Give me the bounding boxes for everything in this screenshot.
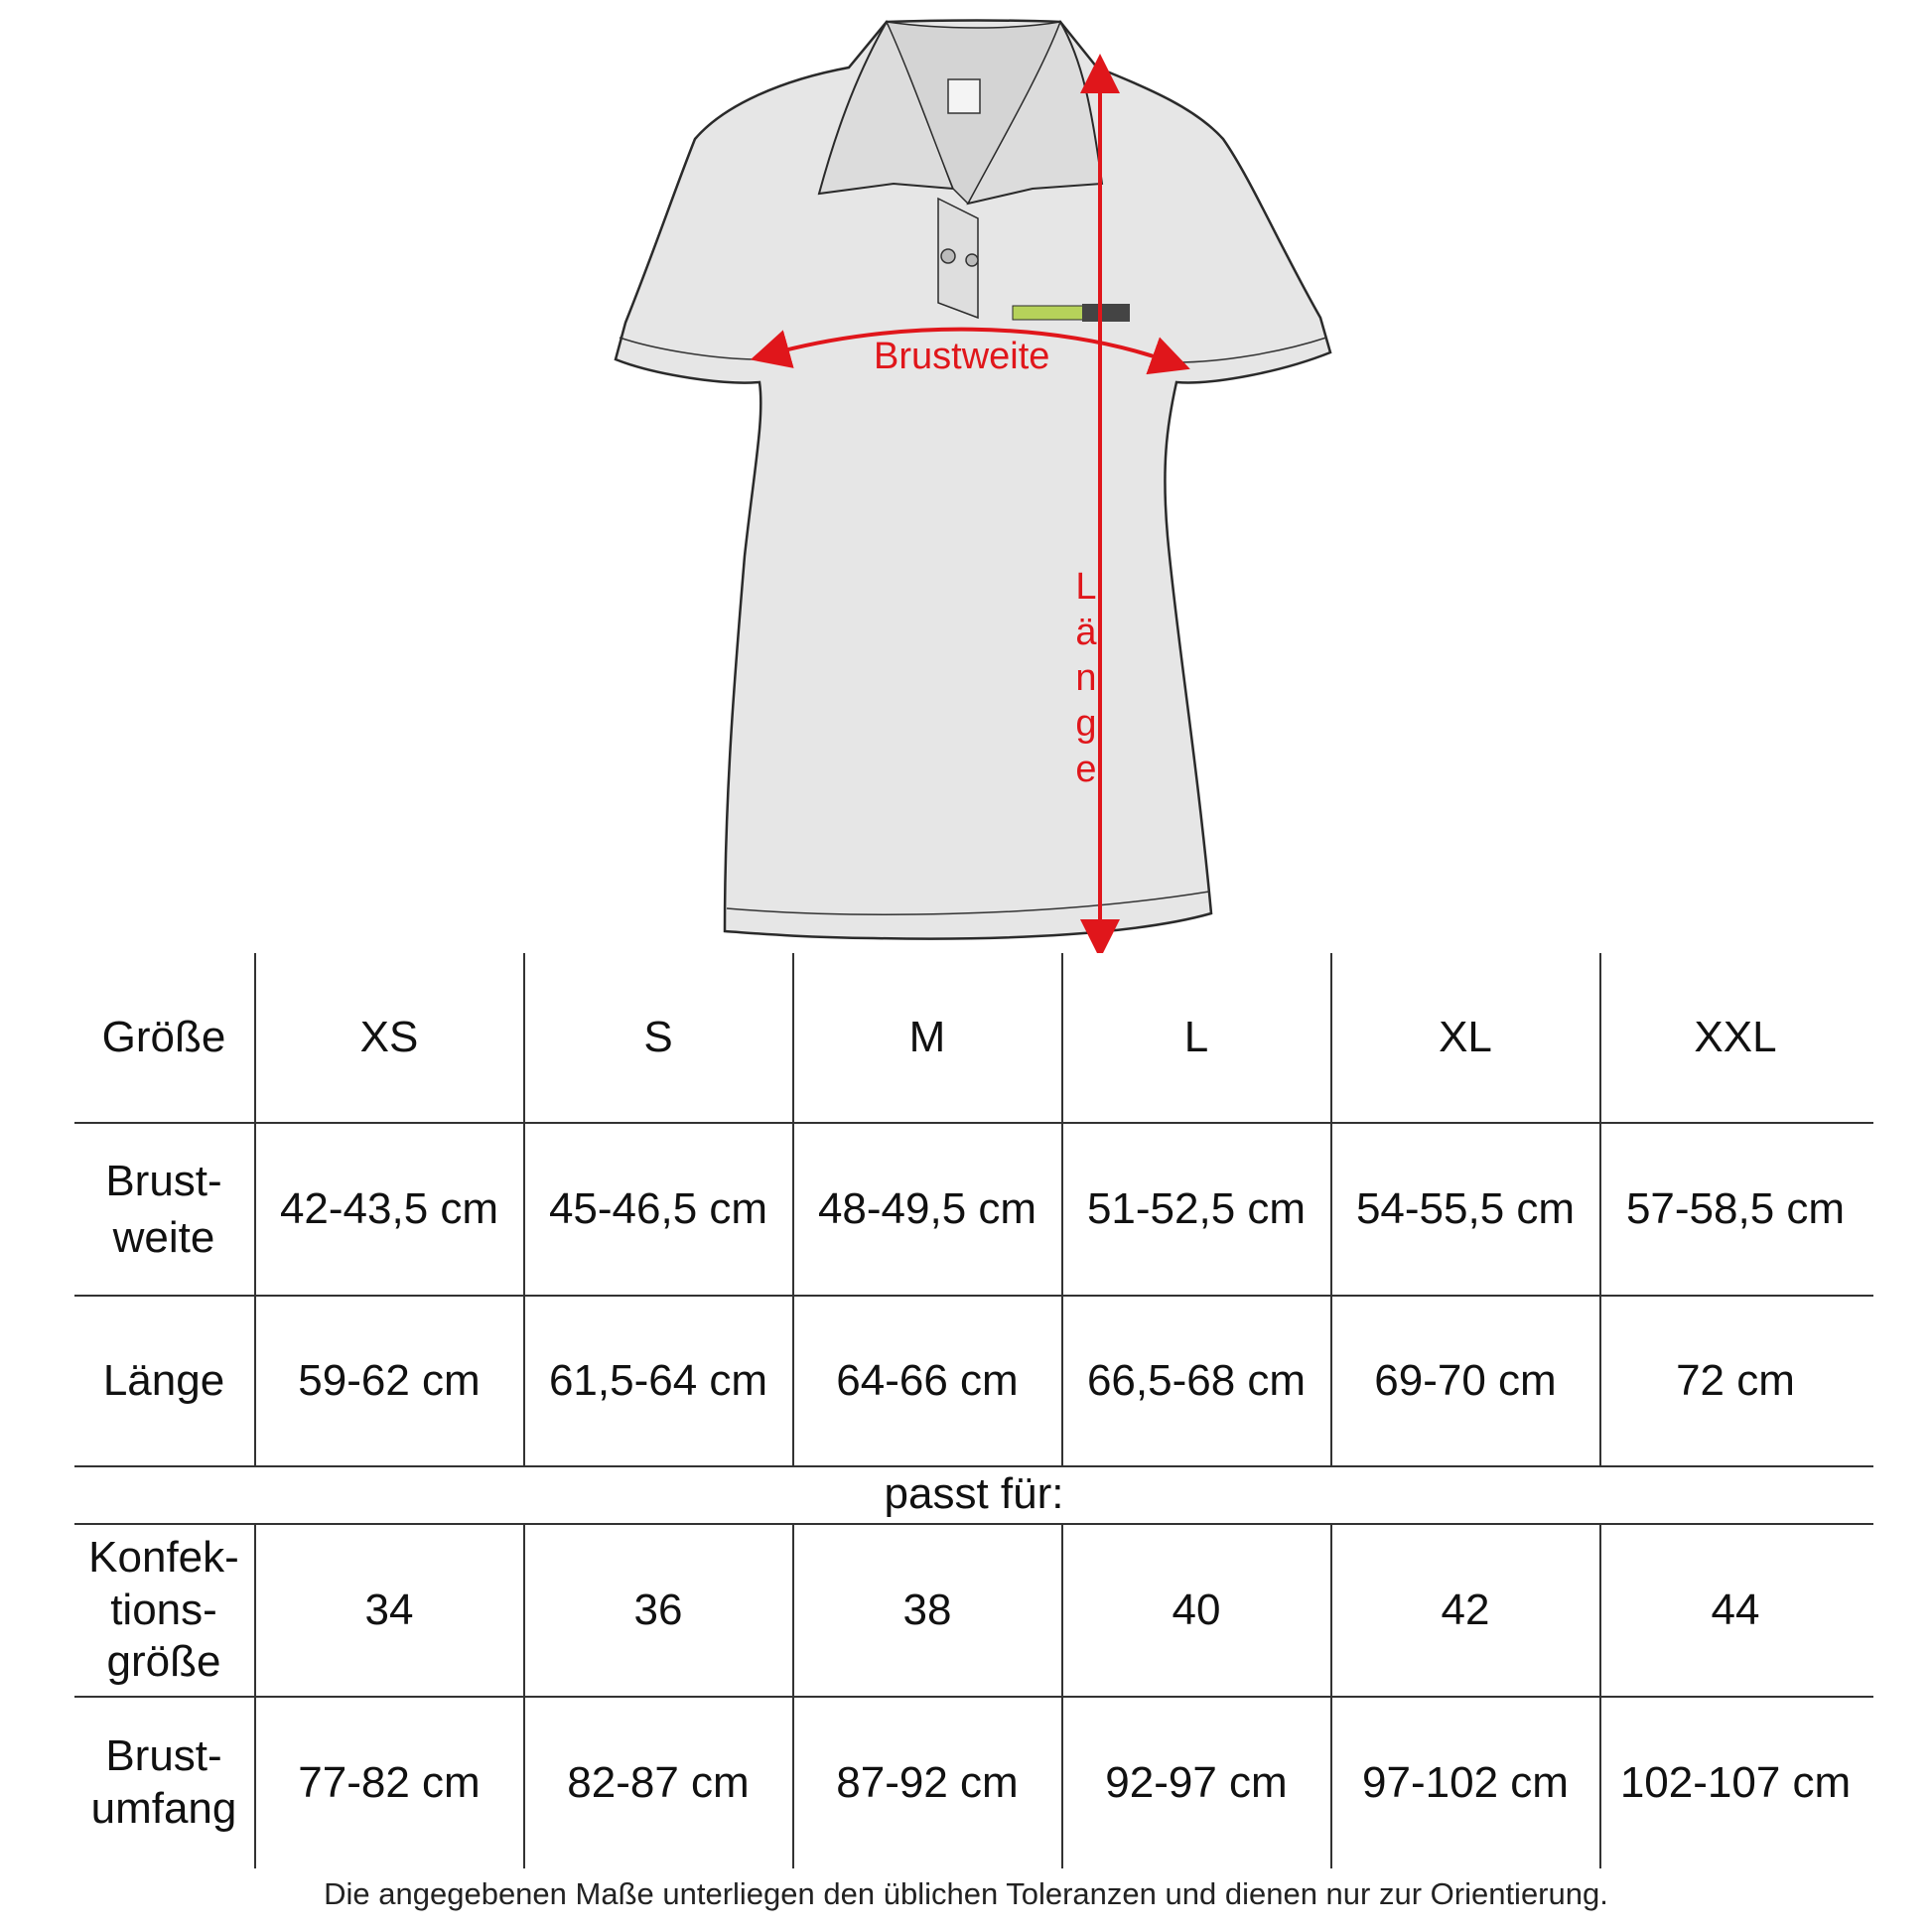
table-cell: 59-62 cm [298, 1356, 481, 1406]
table-cell: 51-52,5 cm [1086, 1184, 1307, 1234]
size-header: M [908, 1013, 946, 1062]
tolerance-note: Die angegebenen Maße unterliegen den üblichen Toleranzen und dienen nur zur Orientierung. [324, 1876, 1608, 1911]
size-header: XS [359, 1013, 419, 1062]
table-cell: 38 [902, 1586, 952, 1635]
column-divider [523, 953, 525, 1465]
size-header: XL [1439, 1013, 1492, 1062]
shirt-illustration [0, 0, 1932, 953]
size-header: S [643, 1013, 673, 1062]
table-cell: 87-92 cm [836, 1758, 1019, 1808]
length-letter: ä [1075, 612, 1097, 653]
table-cell: 92-97 cm [1105, 1758, 1288, 1808]
column-divider [254, 953, 256, 1465]
fits-caption: passt für: [884, 1469, 1064, 1518]
length-letter: e [1075, 749, 1097, 790]
column-divider [1599, 953, 1601, 1465]
column-divider [792, 1523, 794, 1868]
table-row-chest [74, 1124, 1873, 1295]
column-divider [792, 953, 794, 1465]
row-label: Brust- weite [105, 1156, 222, 1262]
size-header: L [1183, 1013, 1209, 1062]
table-cell: 34 [364, 1586, 414, 1635]
column-divider [1330, 1523, 1332, 1868]
length-letter: n [1075, 657, 1097, 699]
table-cell: 77-82 cm [298, 1758, 481, 1808]
table-cell: 72 cm [1676, 1356, 1795, 1406]
table-cell: 42 [1441, 1586, 1490, 1635]
length-letter: L [1075, 566, 1097, 608]
table-row-garment-size [74, 1525, 1873, 1696]
column-divider [1599, 1523, 1601, 1868]
table-cell: 54-55,5 cm [1355, 1184, 1576, 1234]
column-divider [1061, 1523, 1063, 1868]
table-cell: 48-49,5 cm [817, 1184, 1037, 1234]
row-label: Brust- umfang [90, 1731, 237, 1833]
table-cell: 102-107 cm [1619, 1758, 1852, 1808]
chest-width-label: Brustweite [874, 336, 1050, 377]
row-label: Konfek- tions- größe [88, 1532, 239, 1687]
table-cell: 69-70 cm [1374, 1356, 1557, 1406]
header-label: Größe [101, 1013, 226, 1062]
size-header: XXL [1694, 1013, 1777, 1062]
table-cell: 82-87 cm [567, 1758, 750, 1808]
button-2 [966, 254, 978, 266]
table-cell: 61,5-64 cm [548, 1356, 768, 1406]
column-divider [254, 1523, 256, 1868]
column-divider [1061, 953, 1063, 1465]
table-cell: 40 [1172, 1586, 1221, 1635]
table-cell: 44 [1711, 1586, 1760, 1635]
table-cell: 64-66 cm [836, 1356, 1019, 1406]
column-divider [523, 1523, 525, 1868]
logo-emblem [1013, 304, 1130, 322]
row-label: Länge [102, 1356, 225, 1406]
table-row-length [74, 1297, 1873, 1465]
table-cell: 66,5-68 cm [1086, 1356, 1307, 1406]
table-cell: 57-58,5 cm [1625, 1184, 1846, 1234]
table-cell: 45-46,5 cm [548, 1184, 768, 1234]
table-cell: 42-43,5 cm [279, 1184, 499, 1234]
table-row-header [74, 953, 1873, 1122]
table-cell: 36 [633, 1586, 683, 1635]
table-row-chest-circumference [74, 1698, 1873, 1868]
neck-label [948, 79, 980, 113]
row-divider [74, 1465, 1873, 1467]
table-cell: 97-102 cm [1362, 1758, 1569, 1808]
length-label [1068, 564, 1104, 792]
polo-shirt-drawing [0, 0, 1932, 953]
button-1 [941, 249, 955, 263]
length-letter: g [1075, 703, 1097, 745]
column-divider [1330, 953, 1332, 1465]
